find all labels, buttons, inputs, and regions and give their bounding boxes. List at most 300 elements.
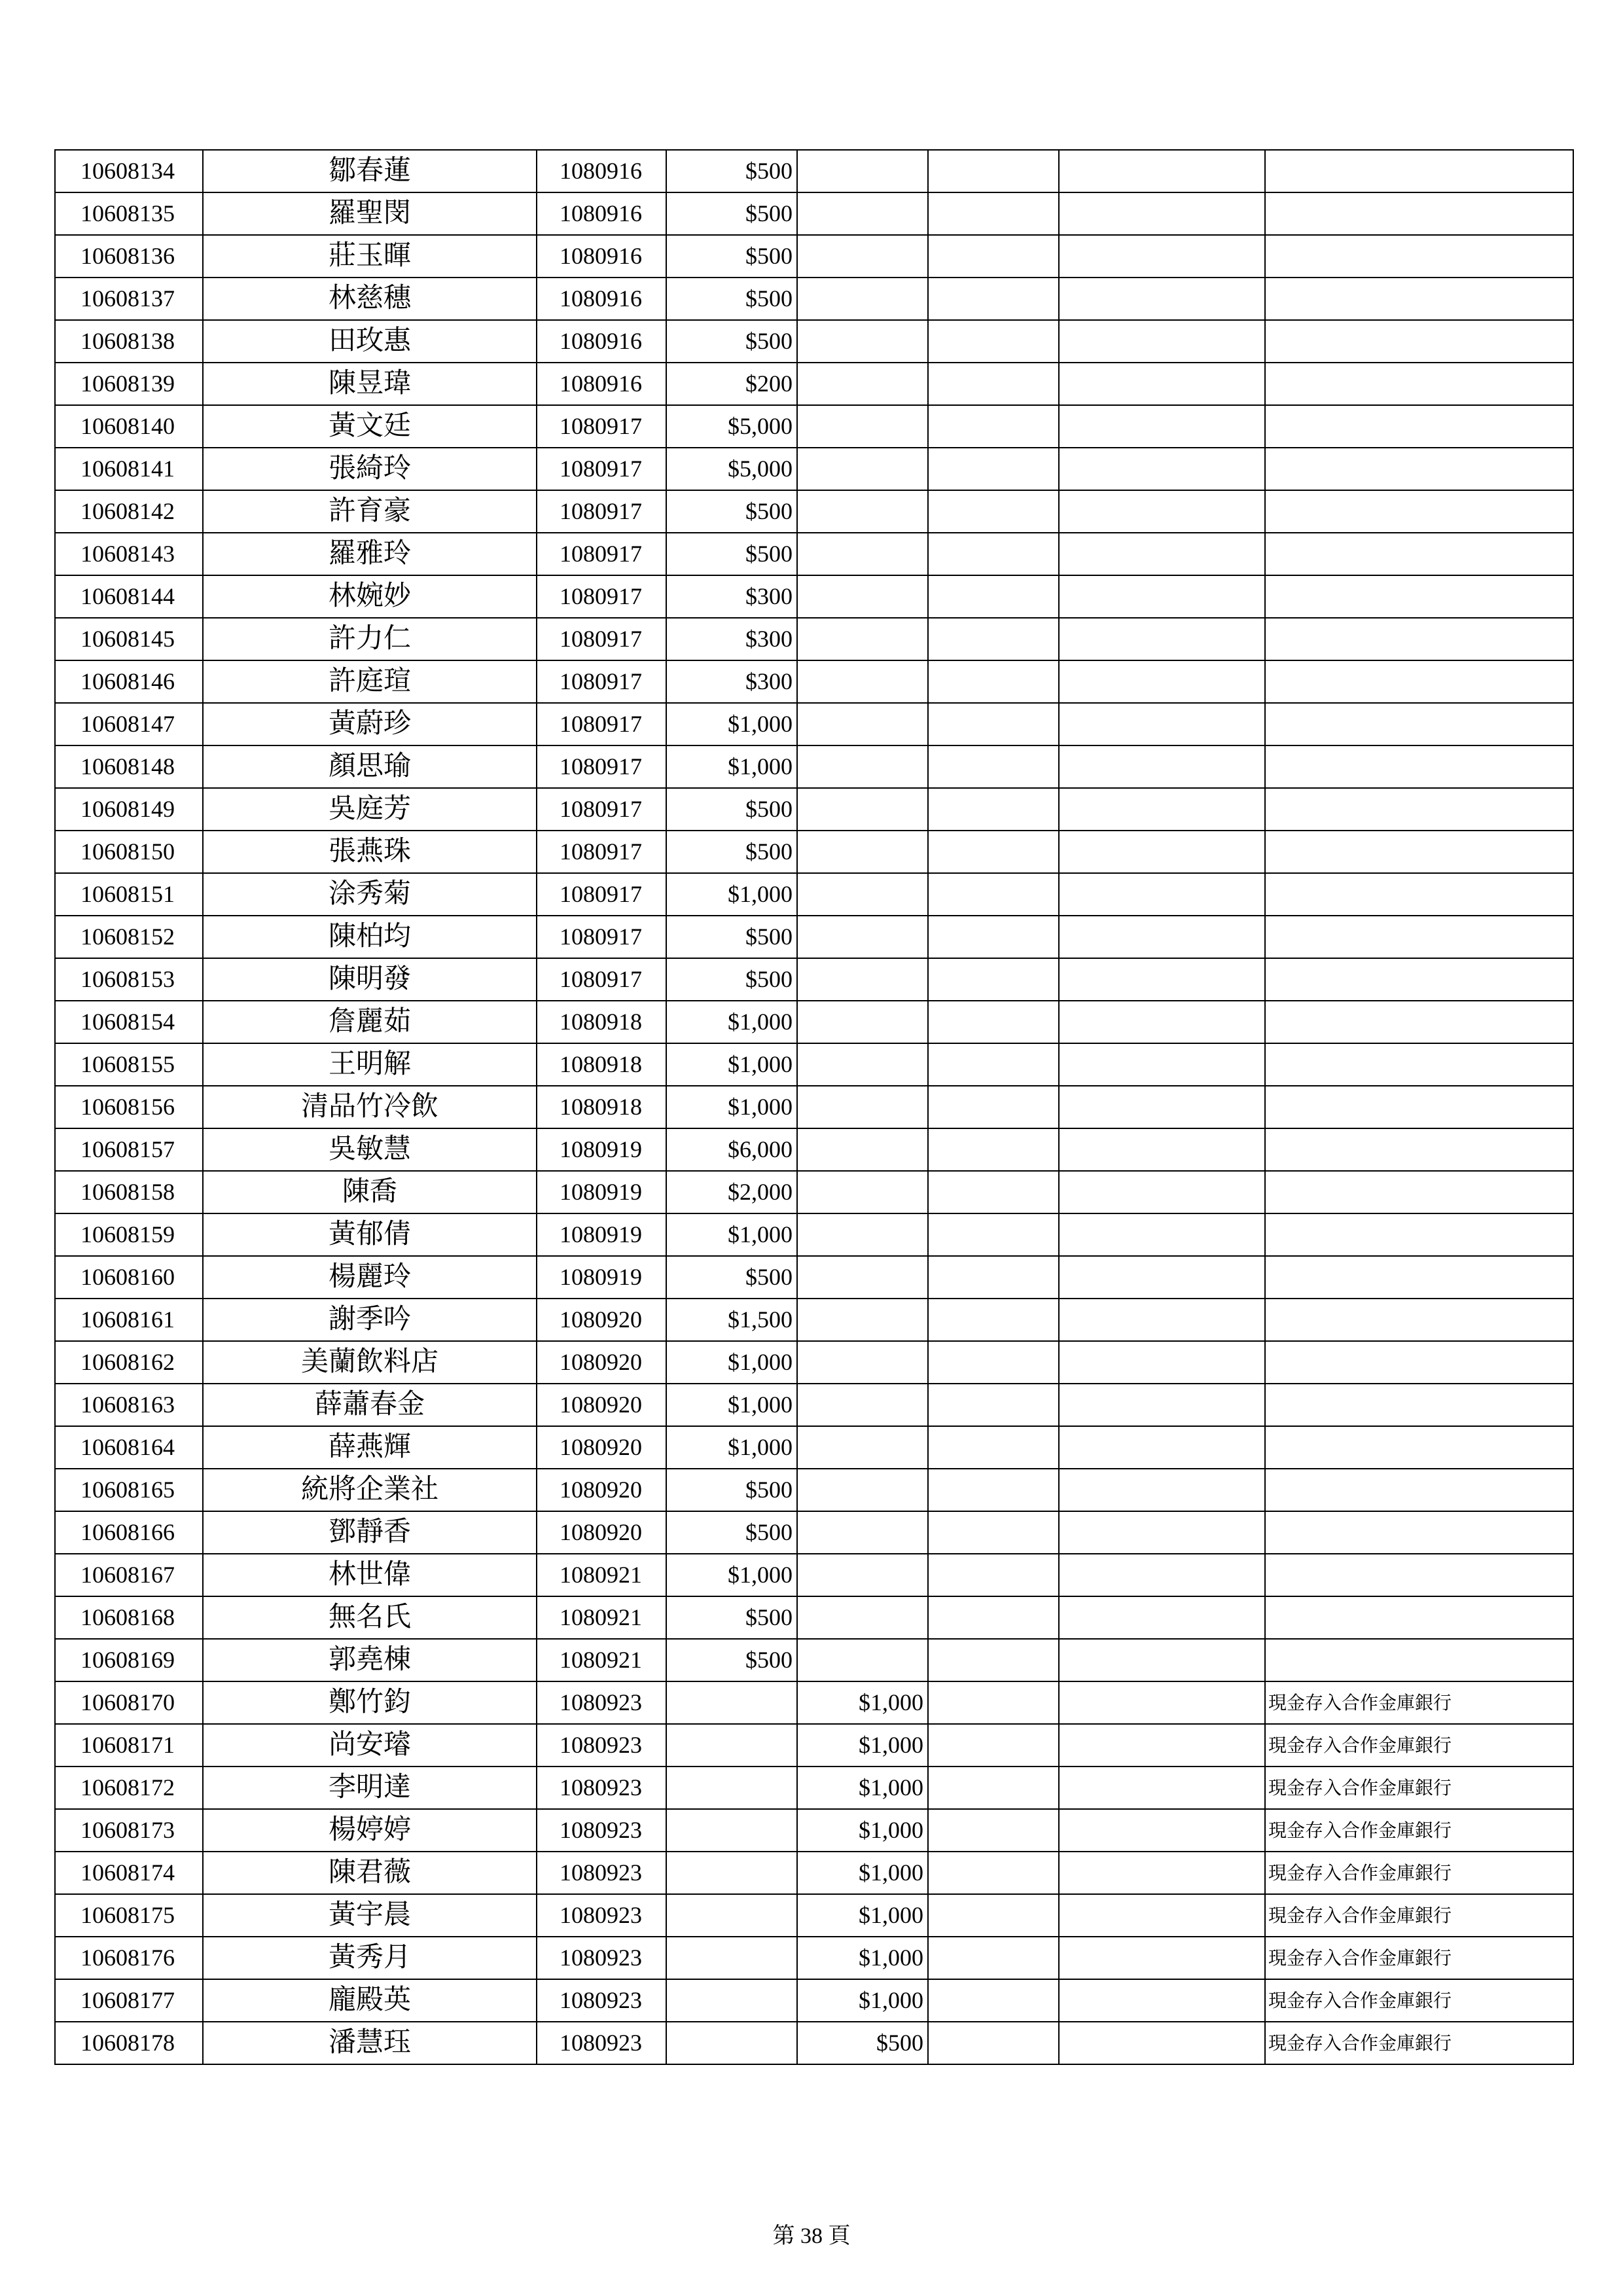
receipt-number-cell: 10608148 [55,745,203,788]
blank-cell [1059,1128,1265,1171]
date-cell: 1080917 [537,533,666,575]
note-cell [1265,1256,1573,1299]
note-cell [1265,533,1573,575]
amount-cell: $500 [666,916,797,958]
donor-name-cell: 清品竹冷飲 [203,1086,537,1128]
receipt-number-cell: 10608175 [55,1894,203,1937]
donor-name-cell: 鄧靜香 [203,1511,537,1554]
amount-cell: $1,000 [666,1426,797,1469]
page-number: 第 38 頁 [772,2224,851,2248]
donor-name-cell: 陳明發 [203,958,537,1001]
blank-cell [928,1767,1059,1809]
note-cell [1265,363,1573,405]
date-cell: 1080919 [537,1128,666,1171]
donor-name-cell: 吳庭芳 [203,788,537,831]
deposit-amount-cell [797,1128,928,1171]
date-cell: 1080916 [537,320,666,363]
note-cell [1265,1213,1573,1256]
note-cell [1265,618,1573,660]
receipt-number-cell: 10608142 [55,490,203,533]
deposit-amount-cell [797,1213,928,1256]
deposit-amount-cell [797,1171,928,1213]
table-row [55,1213,1573,1256]
deposit-amount-cell [797,788,928,831]
donor-name-cell: 涂秀菊 [203,873,537,916]
table-row [55,320,1573,363]
deposit-amount-cell [797,916,928,958]
donor-name-cell: 謝季吟 [203,1299,537,1341]
blank-cell [928,1341,1059,1384]
amount-cell: $500 [666,235,797,278]
blank-cell [928,1852,1059,1894]
donor-name-cell: 鄭竹鈞 [203,1681,537,1724]
table-row [55,278,1573,320]
donor-name-cell: 田玫惠 [203,320,537,363]
deposit-amount-cell [797,660,928,703]
blank-cell [928,1128,1059,1171]
table-row [55,916,1573,958]
blank-cell [928,1639,1059,1681]
date-cell: 1080917 [537,831,666,873]
donor-name-cell: 黃文廷 [203,405,537,448]
deposit-amount-cell [797,1086,928,1128]
date-cell: 1080917 [537,618,666,660]
blank-cell [1059,1469,1265,1511]
blank-cell [1059,1426,1265,1469]
table-row [55,533,1573,575]
note-cell [1265,448,1573,490]
amount-cell: $300 [666,575,797,618]
amount-cell: $500 [666,490,797,533]
receipt-number-cell: 10608165 [55,1469,203,1511]
receipt-number-cell: 10608158 [55,1171,203,1213]
blank-cell [928,405,1059,448]
date-cell: 1080920 [537,1299,666,1341]
donor-name-cell: 黃郁倩 [203,1213,537,1256]
blank-cell [1059,1001,1265,1043]
donor-name-cell: 無名氏 [203,1596,537,1639]
deposit-amount-cell [797,831,928,873]
blank-cell [1059,533,1265,575]
table-row [55,1171,1573,1213]
donor-name-cell: 統將企業社 [203,1469,537,1511]
table-row [55,745,1573,788]
donor-name-cell: 林婉妙 [203,575,537,618]
blank-cell [928,958,1059,1001]
blank-cell [1059,916,1265,958]
amount-cell: $1,000 [666,1554,797,1596]
blank-cell [928,320,1059,363]
note-cell [1265,575,1573,618]
deposit-amount-cell: $1,000 [797,1979,928,2022]
date-cell: 1080923 [537,1979,666,2022]
deposit-amount-cell [797,363,928,405]
amount-cell: $2,000 [666,1171,797,1213]
amount-cell: $1,500 [666,1299,797,1341]
blank-cell [1059,320,1265,363]
table-row [55,873,1573,916]
receipt-number-cell: 10608172 [55,1767,203,1809]
blank-cell [1059,1299,1265,1341]
amount-cell: $300 [666,660,797,703]
date-cell: 1080917 [537,490,666,533]
deposit-amount-cell [797,745,928,788]
date-cell: 1080923 [537,1767,666,1809]
deposit-amount-cell: $1,000 [797,1681,928,1724]
blank-cell [1059,831,1265,873]
deposit-amount-cell: $500 [797,2022,928,2064]
deposit-amount-cell [797,618,928,660]
blank-cell [1059,1554,1265,1596]
date-cell: 1080919 [537,1213,666,1256]
date-cell: 1080917 [537,873,666,916]
blank-cell [1059,1596,1265,1639]
blank-cell [928,1809,1059,1852]
amount-cell: $500 [666,533,797,575]
amount-cell: $500 [666,1596,797,1639]
note-cell [1265,235,1573,278]
deposit-amount-cell [797,1043,928,1086]
date-cell: 1080920 [537,1384,666,1426]
blank-cell [928,1469,1059,1511]
deposit-amount-cell [797,490,928,533]
table-row [55,1639,1573,1681]
table-row [55,150,1573,192]
blank-cell [1059,2022,1265,2064]
receipt-number-cell: 10608173 [55,1809,203,1852]
blank-cell [928,1299,1059,1341]
donor-name-cell: 薛燕輝 [203,1426,537,1469]
note-cell [1265,745,1573,788]
date-cell: 1080917 [537,703,666,745]
blank-cell [928,873,1059,916]
deposit-amount-cell [797,533,928,575]
note-cell: 現金存入合作金庫銀行 [1265,1809,1573,1852]
blank-cell [1059,1809,1265,1852]
amount-cell: $6,000 [666,1128,797,1171]
blank-cell [1059,958,1265,1001]
receipt-number-cell: 10608137 [55,278,203,320]
blank-cell [928,618,1059,660]
blank-cell [1059,1086,1265,1128]
donor-name-cell: 陳柏均 [203,916,537,958]
deposit-amount-cell [797,1384,928,1426]
deposit-amount-cell [797,703,928,745]
deposit-amount-cell [797,1554,928,1596]
donor-name-cell: 羅雅玲 [203,533,537,575]
table-row [55,405,1573,448]
note-cell [1265,1426,1573,1469]
deposit-amount-cell: $1,000 [797,1894,928,1937]
receipt-number-cell: 10608161 [55,1299,203,1341]
donor-name-cell: 莊玉暉 [203,235,537,278]
donor-name-cell: 林世偉 [203,1554,537,1596]
deposit-amount-cell: $1,000 [797,1852,928,1894]
date-cell: 1080916 [537,150,666,192]
table-row [55,1681,1573,1724]
blank-cell [928,703,1059,745]
table-row [55,1299,1573,1341]
date-cell: 1080923 [537,1681,666,1724]
table-row [55,1852,1573,1894]
deposit-amount-cell [797,1469,928,1511]
receipt-number-cell: 10608163 [55,1384,203,1426]
date-cell: 1080921 [537,1596,666,1639]
date-cell: 1080918 [537,1086,666,1128]
note-cell [1265,1639,1573,1681]
blank-cell [1059,1724,1265,1767]
blank-cell [928,533,1059,575]
blank-cell [928,1256,1059,1299]
receipt-number-cell: 10608146 [55,660,203,703]
donor-name-cell: 陳昱瑋 [203,363,537,405]
date-cell: 1080920 [537,1341,666,1384]
amount-cell [666,1852,797,1894]
receipt-number-cell: 10608164 [55,1426,203,1469]
amount-cell: $1,000 [666,1086,797,1128]
date-cell: 1080923 [537,1809,666,1852]
receipt-number-cell: 10608159 [55,1213,203,1256]
receipt-number-cell: 10608136 [55,235,203,278]
receipt-number-cell: 10608141 [55,448,203,490]
receipt-number-cell: 10608145 [55,618,203,660]
blank-cell [928,1171,1059,1213]
amount-cell: $500 [666,788,797,831]
donor-name-cell: 羅聖閔 [203,192,537,235]
table-row [55,2022,1573,2064]
blank-cell [1059,1979,1265,2022]
table-row [55,1937,1573,1979]
note-cell: 現金存入合作金庫銀行 [1265,2022,1573,2064]
note-cell [1265,1384,1573,1426]
table-row [55,703,1573,745]
receipt-number-cell: 10608147 [55,703,203,745]
receipt-number-cell: 10608160 [55,1256,203,1299]
receipt-number-cell: 10608151 [55,873,203,916]
receipt-number-cell: 10608139 [55,363,203,405]
amount-cell: $1,000 [666,745,797,788]
note-cell [1265,1469,1573,1511]
amount-cell: $1,000 [666,1043,797,1086]
date-cell: 1080921 [537,1639,666,1681]
table-row [55,575,1573,618]
receipt-number-cell: 10608162 [55,1341,203,1384]
table-row [55,1001,1573,1043]
date-cell: 1080917 [537,745,666,788]
blank-cell [1059,448,1265,490]
table-row [55,1724,1573,1767]
blank-cell [1059,1767,1265,1809]
blank-cell [1059,660,1265,703]
note-cell [1265,873,1573,916]
donor-name-cell: 薛蕭春金 [203,1384,537,1426]
date-cell: 1080923 [537,1852,666,1894]
deposit-amount-cell [797,873,928,916]
table-row [55,1979,1573,2022]
table-row [55,363,1573,405]
donor-name-cell: 許庭瑄 [203,660,537,703]
date-cell: 1080918 [537,1001,666,1043]
amount-cell: $500 [666,1511,797,1554]
deposit-amount-cell [797,1001,928,1043]
blank-cell [1059,873,1265,916]
note-cell: 現金存入合作金庫銀行 [1265,1979,1573,2022]
deposit-amount-cell [797,1299,928,1341]
blank-cell [1059,278,1265,320]
donation-table [54,149,1574,2065]
note-cell [1265,916,1573,958]
donor-name-cell: 龐殿英 [203,1979,537,2022]
date-cell: 1080916 [537,192,666,235]
note-cell [1265,490,1573,533]
blank-cell [1059,192,1265,235]
amount-cell [666,1894,797,1937]
table-row [55,958,1573,1001]
receipt-number-cell: 10608149 [55,788,203,831]
blank-cell [1059,745,1265,788]
amount-cell: $1,000 [666,1384,797,1426]
blank-cell [928,1001,1059,1043]
blank-cell [1059,1043,1265,1086]
amount-cell: $500 [666,192,797,235]
note-cell: 現金存入合作金庫銀行 [1265,1681,1573,1724]
amount-cell: $1,000 [666,1341,797,1384]
date-cell: 1080916 [537,235,666,278]
amount-cell: $500 [666,320,797,363]
date-cell: 1080917 [537,660,666,703]
donor-name-cell: 許力仁 [203,618,537,660]
donor-name-cell: 李明達 [203,1767,537,1809]
blank-cell [1059,150,1265,192]
donor-name-cell: 黃宇晨 [203,1894,537,1937]
donor-name-cell: 尚安璿 [203,1724,537,1767]
date-cell: 1080919 [537,1256,666,1299]
note-cell [1265,1001,1573,1043]
blank-cell [1059,1639,1265,1681]
blank-cell [928,1554,1059,1596]
blank-cell [1059,1852,1265,1894]
donor-name-cell: 張綺玲 [203,448,537,490]
deposit-amount-cell [797,405,928,448]
blank-cell [928,1894,1059,1937]
amount-cell [666,1809,797,1852]
date-cell: 1080917 [537,405,666,448]
amount-cell: $500 [666,150,797,192]
deposit-amount-cell [797,278,928,320]
deposit-amount-cell [797,1596,928,1639]
note-cell [1265,660,1573,703]
amount-cell: $1,000 [666,1001,797,1043]
date-cell: 1080920 [537,1469,666,1511]
amount-cell: $500 [666,831,797,873]
date-cell: 1080923 [537,1937,666,1979]
table-row [55,831,1573,873]
receipt-number-cell: 10608157 [55,1128,203,1171]
table-row [55,490,1573,533]
note-cell [1265,1128,1573,1171]
table-row [55,1043,1573,1086]
donor-name-cell: 詹麗茹 [203,1001,537,1043]
blank-cell [928,1043,1059,1086]
table-row [55,1596,1573,1639]
amount-cell: $200 [666,363,797,405]
table-row [55,1767,1573,1809]
receipt-number-cell: 10608144 [55,575,203,618]
amount-cell: $5,000 [666,448,797,490]
deposit-amount-cell [797,958,928,1001]
blank-cell [928,150,1059,192]
blank-cell [928,1596,1059,1639]
blank-cell [1059,405,1265,448]
date-cell: 1080919 [537,1171,666,1213]
amount-cell: $300 [666,618,797,660]
donor-name-cell: 顏思瑜 [203,745,537,788]
donor-name-cell: 黃蔚珍 [203,703,537,745]
note-cell [1265,1171,1573,1213]
blank-cell [1059,575,1265,618]
deposit-amount-cell: $1,000 [797,1937,928,1979]
table-row [55,1128,1573,1171]
receipt-number-cell: 10608155 [55,1043,203,1086]
amount-cell: $5,000 [666,405,797,448]
donor-name-cell: 黃秀月 [203,1937,537,1979]
receipt-number-cell: 10608177 [55,1979,203,2022]
receipt-number-cell: 10608134 [55,150,203,192]
blank-cell [1059,235,1265,278]
receipt-number-cell: 10608138 [55,320,203,363]
blank-cell [1059,1213,1265,1256]
donor-name-cell: 張燕珠 [203,831,537,873]
donor-name-cell: 陳喬 [203,1171,537,1213]
receipt-number-cell: 10608140 [55,405,203,448]
deposit-amount-cell: $1,000 [797,1767,928,1809]
date-cell: 1080916 [537,278,666,320]
blank-cell [928,278,1059,320]
table-row [55,1256,1573,1299]
date-cell: 1080920 [537,1511,666,1554]
donor-name-cell: 楊麗玲 [203,1256,537,1299]
receipt-number-cell: 10608143 [55,533,203,575]
date-cell: 1080923 [537,1724,666,1767]
table-row [55,1894,1573,1937]
table-row [55,1809,1573,1852]
blank-cell [1059,1511,1265,1554]
blank-cell [928,1426,1059,1469]
note-cell [1265,192,1573,235]
note-cell: 現金存入合作金庫銀行 [1265,1852,1573,1894]
blank-cell [1059,703,1265,745]
table-row [55,1086,1573,1128]
amount-cell: $500 [666,278,797,320]
donor-name-cell: 楊婷婷 [203,1809,537,1852]
blank-cell [1059,490,1265,533]
donor-name-cell: 潘慧珏 [203,2022,537,2064]
table-row [55,660,1573,703]
donor-name-cell: 陳君薇 [203,1852,537,1894]
receipt-number-cell: 10608166 [55,1511,203,1554]
deposit-amount-cell: $1,000 [797,1809,928,1852]
blank-cell [928,831,1059,873]
date-cell: 1080917 [537,575,666,618]
blank-cell [928,788,1059,831]
receipt-number-cell: 10608176 [55,1937,203,1979]
date-cell: 1080921 [537,1554,666,1596]
blank-cell [928,1681,1059,1724]
note-cell [1265,150,1573,192]
receipt-number-cell: 10608168 [55,1596,203,1639]
table-row [55,1469,1573,1511]
date-cell: 1080917 [537,448,666,490]
